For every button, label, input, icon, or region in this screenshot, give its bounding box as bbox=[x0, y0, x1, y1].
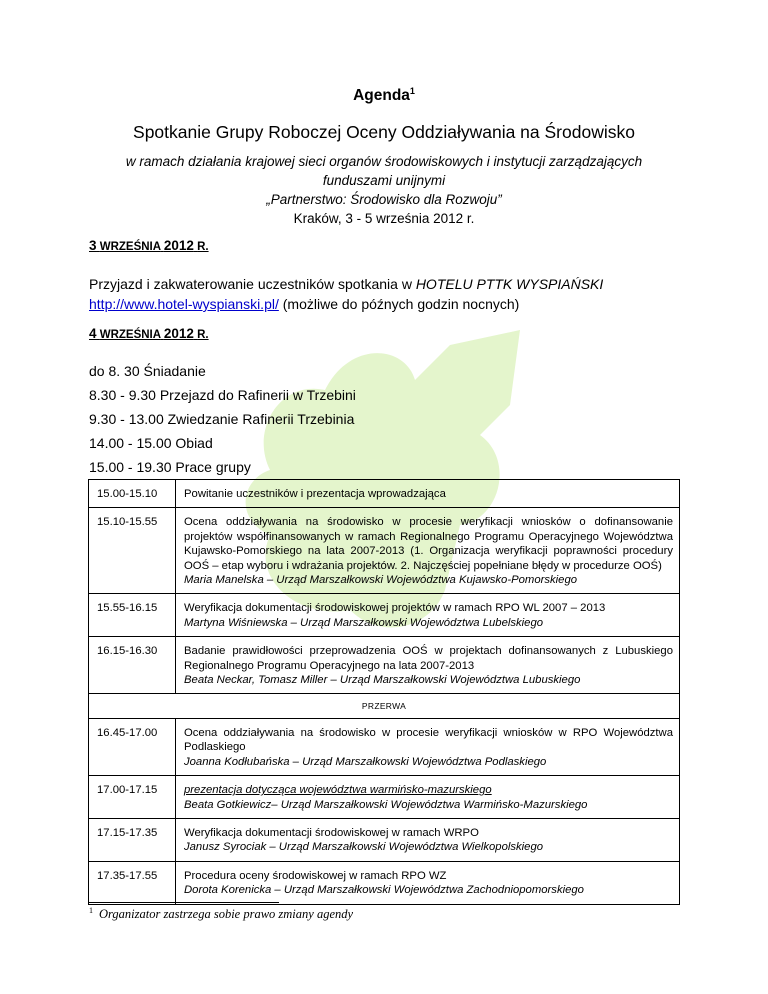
break-label: PRZERWA bbox=[89, 694, 680, 718]
topic: Badanie prawidłowości przeprowadzenia OOŚ w projektach dofinansowanych z Lubuskiego Regionalnego Programu Operacyjnego na lata 2007-2013 bbox=[184, 645, 673, 672]
speaker: Beata Neckar, Tomasz Miller – Urząd Marszałkowski Województwa Lubuskiego bbox=[184, 674, 581, 687]
footnote-mark: 1 bbox=[409, 86, 415, 96]
topic-cell bbox=[176, 861, 680, 904]
break-row bbox=[89, 694, 680, 718]
topic: Ocena oddziaływania na środowisko w procesie weryfikacji wniosków o dofinansowanie projektów współfinansowanych w ramach Regionalnego Programu Operacyjnego Województwa Kujawsko-Pomorskiego na lata 2007-2013 (1. Organizacja weryfikacji poprawności procedury OOŚ – etap wyboru i wdrażania projektów. 2. Najczęściej popełniane błędy w procedurze OOŚ) bbox=[184, 516, 673, 572]
topic-cell bbox=[176, 718, 680, 775]
topic-cell bbox=[176, 508, 680, 594]
day2-heading: 4 WRZEŚNIA 2012 R. bbox=[89, 326, 209, 341]
page-title: Agenda$^1$ bbox=[353, 86, 415, 105]
time-cell: 15.10-15.55 bbox=[89, 508, 176, 594]
day1-heading: 3 WRZEŚNIA 2012 R. bbox=[89, 238, 209, 253]
footnote: $^1$ Organizator zastrzega sobie prawo zmiany agendy bbox=[89, 906, 354, 922]
schedule-item: 14.00 - 15.00 Obiad bbox=[89, 435, 213, 451]
topic-cell bbox=[176, 594, 680, 637]
topic-cell bbox=[176, 480, 680, 508]
schedule-item: do 8. 30 Śniadanie bbox=[89, 363, 206, 379]
topic-cell bbox=[176, 776, 680, 819]
table-row bbox=[89, 594, 680, 637]
topic: Procedura oceny środowiskowej w ramach RPO WZ bbox=[184, 869, 447, 882]
meeting-context bbox=[90, 152, 678, 228]
schedule-item: 8.30 - 9.30 Przejazd do Rafinerii w Trzebini bbox=[89, 387, 356, 403]
table-row bbox=[89, 718, 680, 775]
topic: Weryfikacja dokumentacji środowiskowej projektów w ramach RPO WL 2007 – 2013 bbox=[184, 602, 606, 615]
time-cell: 15.00-15.10 bbox=[89, 480, 176, 508]
hotel-name: HOTELU PTTK WYSPIAŃSKI bbox=[415, 276, 604, 292]
time-cell: 17.15-17.35 bbox=[89, 818, 176, 861]
context-line: w ramach działania krajowej sieci organów środowiskowych i instytucji zarządzających bbox=[125, 154, 643, 169]
context-line: funduszami unijnymi bbox=[322, 173, 446, 188]
location-date: Kraków, 3 - 5 września 2012 r. bbox=[293, 211, 475, 226]
table-row bbox=[89, 637, 680, 694]
schedule-item: 9.30 - 13.00 Zwiedzanie Rafinerii Trzebinia bbox=[89, 411, 355, 427]
table-row bbox=[89, 508, 680, 594]
time-cell: 17.35-17.55 bbox=[89, 861, 176, 904]
schedule-item: 15.00 - 19.30 Prace grupy bbox=[89, 459, 251, 475]
speaker: Beata Gotkiewicz– Urząd Marszałkowski Województwa Warmińsko-Mazurskiego bbox=[184, 798, 588, 811]
time-cell: 15.55-16.15 bbox=[89, 594, 176, 637]
context-line: „Partnerstwo: Środowisko dla Rozwoju” bbox=[266, 192, 502, 207]
topic-cell bbox=[176, 637, 680, 694]
topic: Ocena oddziaływania na środowisko w procesie weryfikacji wniosków w RPO Województwa Podlaskiego bbox=[184, 726, 673, 754]
time-cell: 17.00-17.15 bbox=[89, 776, 176, 819]
time-cell: 16.15-16.30 bbox=[89, 637, 176, 694]
time-cell: 16.45-17.00 bbox=[89, 718, 176, 775]
speaker: Martyna Wiśniewska – Urząd Marszałkowski Województwa Lubelskiego bbox=[184, 616, 544, 629]
topic: prezentacja dotycząca województwa warmińsko-mazurskiego bbox=[184, 784, 492, 797]
footnote-divider bbox=[89, 902, 279, 903]
speaker: Janusz Syrociak – Urząd Marszałkowski Województwa Wielkopolskiego bbox=[184, 841, 544, 854]
meeting-subtitle: Spotkanie Grupy Roboczej Oceny Oddziaływania na Środowisko bbox=[133, 122, 635, 142]
speaker: Maria Manelska – Urząd Marszałkowski Województwa Kujawsko-Pomorskiego bbox=[184, 574, 578, 587]
topic-cell bbox=[176, 818, 680, 861]
topic: Powitanie uczestników i prezentacja wprowadzająca bbox=[184, 488, 446, 500]
arrival-info: Przyjazd i zakwaterowanie uczestników spotkania w HOTELU PTTK WYSPIAŃSKI http://www.hotel-wyspianski.pl/ (możliwe do późnych godzin nocnych) bbox=[89, 276, 604, 312]
speaker: Dorota Korenicka – Urząd Marszałkowski Województwa Zachodniopomorskiego bbox=[184, 884, 584, 897]
speaker: Joanna Kodłubańska – Urząd Marszałkowski Województwa Podlaskiego bbox=[184, 755, 547, 768]
agenda-table bbox=[88, 479, 680, 905]
table-row bbox=[89, 480, 680, 508]
table-row bbox=[89, 818, 680, 861]
table-row bbox=[89, 776, 680, 819]
hotel-link[interactable]: http://www.hotel-wyspianski.pl/ bbox=[89, 296, 279, 312]
table-row bbox=[89, 861, 680, 904]
topic: Weryfikacja dokumentacji środowiskowej w ramach WRPO bbox=[184, 826, 479, 839]
